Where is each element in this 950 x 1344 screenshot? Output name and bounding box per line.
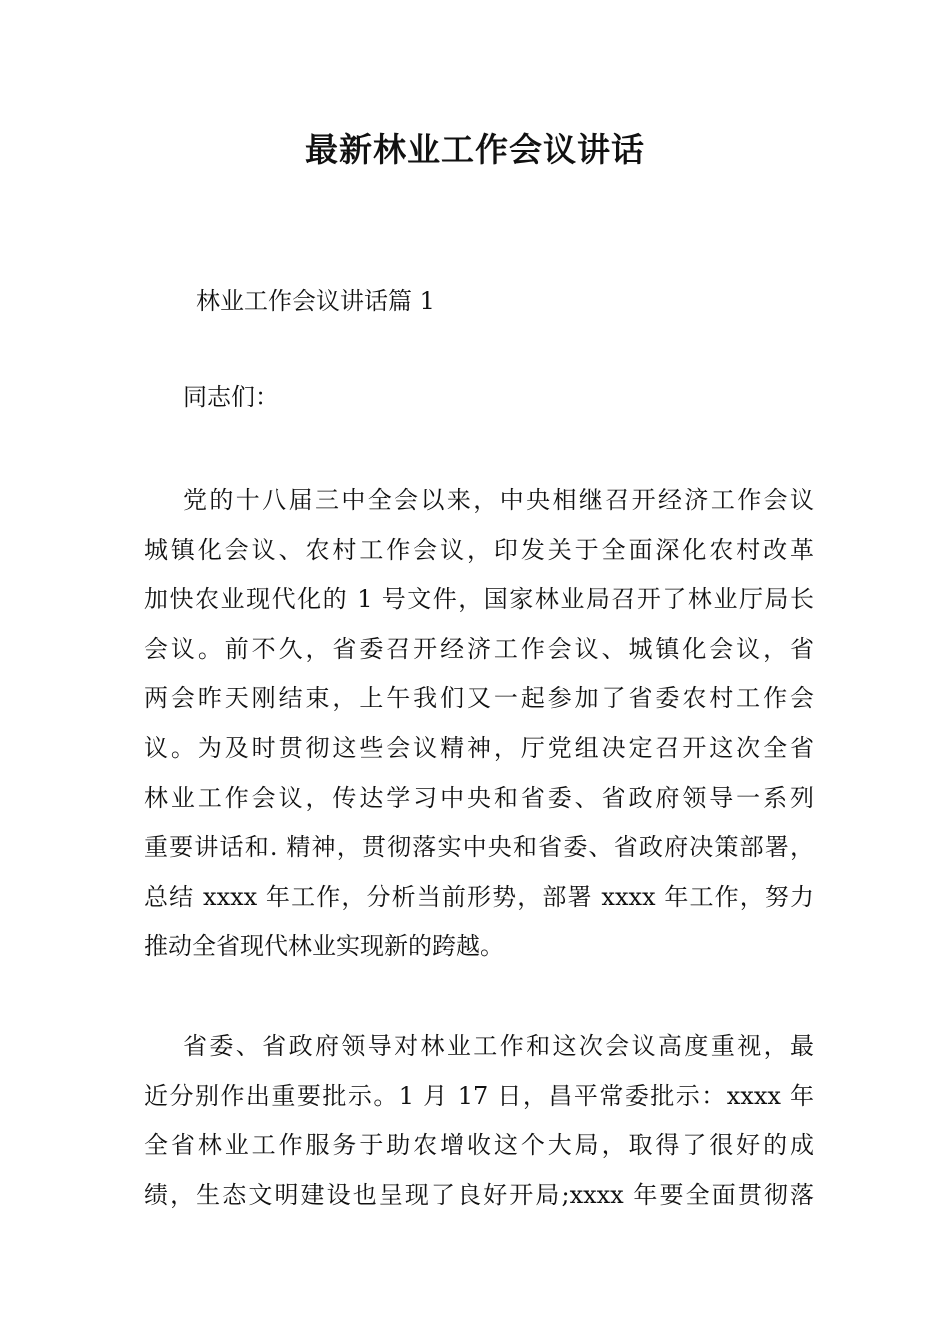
paragraph-line: 林业工作会议，传达学习中央和省委、省政府领导一系列 (144, 783, 814, 812)
paragraph-line: 重要讲话和. 精神，贯彻落实中央和省委、省政府决策部署， (144, 833, 814, 862)
paragraph-line: 总结 xxxx 年工作，分析当前形势，部署 xxxx 年工作，努力 (144, 882, 814, 911)
paragraph-line: 城镇化会议、农村工作会议，印发关于全面深化农村改革 (144, 535, 814, 564)
paragraph-line: 会议。前不久，省委召开经济工作会议、城镇化会议，省 (144, 634, 814, 663)
paragraph-line: 推动全省现代林业实现新的跨越。 (144, 932, 504, 961)
paragraph-line: 党的十八届三中全会以来，中央相继召开经济工作会议 (183, 486, 814, 514)
paragraph-line: 绩，生态文明建设也呈现了良好开局;xxxx 年要全面贯彻落 (144, 1180, 814, 1209)
paragraph-line: 省委、省政府领导对林业工作和这次会议高度重视，最 (183, 1032, 814, 1060)
section-heading: 林业工作会议讲话篇 1 (196, 287, 435, 315)
paragraph-line: 议。为及时贯彻这些会议精神，厅党组决定召开这次全省 (144, 733, 814, 762)
paragraph-line: 加快农业现代化的 1 号文件，国家林业局召开了林业厅局长 (144, 585, 814, 614)
paragraph (144, 1027, 814, 1225)
document-title: 最新林业工作会议讲话 (305, 130, 645, 169)
paragraph (144, 481, 814, 977)
paragraph-line: 两会昨天刚结束，上午我们又一起参加了省委农村工作会 (144, 684, 814, 713)
paragraph-line: 全省林业工作服务于助农增收这个大局，取得了很好的成 (144, 1131, 814, 1160)
paragraph-line: 近分别作出重要批示。1 月 17 日，昌平常委批示：xxxx 年 (144, 1081, 814, 1110)
salutation: 同志们： (183, 383, 279, 411)
